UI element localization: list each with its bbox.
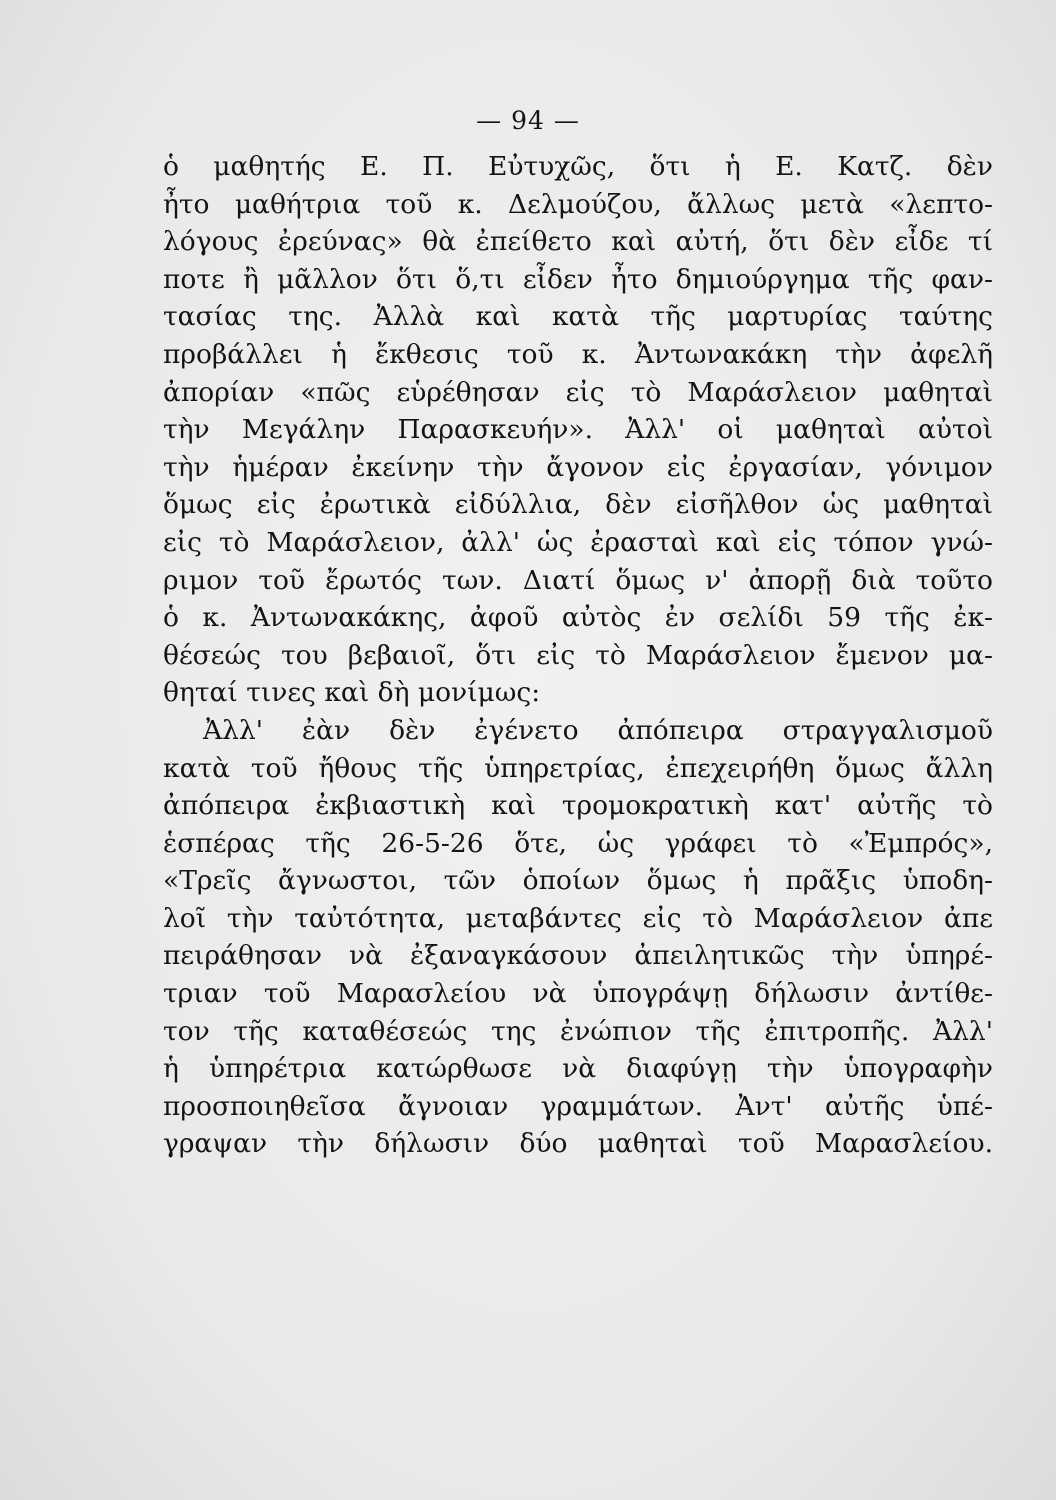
text-line: τὴν Μεγάλην Παρασκευήν». Ἀλλ' οἱ μαθηταὶ αὐτοὶ <box>163 414 993 446</box>
text-line: ἀπορίαν «πῶς εὑρέθησαν εἰς τὸ Μαράσλειον μαθηταὶ <box>163 376 993 408</box>
text-line: «Τρεῖς ἄγνωστοι, τῶν ὁποίων ὅμως ἡ πρᾶξις ὑποδη- <box>163 865 993 897</box>
body-text <box>163 148 993 1163</box>
text-line: ὁ κ. Ἀντωνακάκης, ἀφοῦ αὐτὸς ἐν σελίδι 59 τῆς ἐκ- <box>163 602 993 634</box>
paragraph-start-line: Ἀλλ' ἐὰν δὲν ἐγένετο ἀπόπειρα στραγγαλισμοῦ <box>203 714 993 746</box>
text-line: ὁ μαθητής Ε. Π. Εὐτυχῶς, ὅτι ἡ Ε. Κατζ. δὲν <box>163 151 993 182</box>
text-line: τασίας της. Ἀλλὰ καὶ κατὰ τῆς μαρτυρίας ταύτης <box>163 301 993 333</box>
text-line: ἦτο μαθήτρια τοῦ κ. Δελμούζου, ἄλλως μετὰ «λεπτο- <box>163 188 993 220</box>
text-line: γραψαν τὴν δήλωσιν δύο μαθηταὶ τοῦ Μαρασλείου. <box>163 1128 993 1160</box>
text-line: κατὰ τοῦ ἤθους τῆς ὑπηρετρίας, ἐπεχειρήθη ὅμως ἄλλη <box>163 752 993 784</box>
text-line: προσποιηθεῖσα ἄγνοιαν γραμμάτων. Ἀντ' αὐτῆς ὑπέ- <box>163 1090 993 1122</box>
text-line: ριμον τοῦ ἔρωτός των. Διατί ὅμως ν' ἀπορῇ διὰ τοῦτο <box>163 564 993 596</box>
paragraph-end-line: θηταί τινες καὶ δὴ μονίμως: <box>163 677 541 709</box>
text-line: ἡ ὑπηρέτρια κατώρθωσε νὰ διαφύγῃ τὴν ὑπογραφὴν <box>163 1053 993 1085</box>
text-line: πειράθησαν νὰ ἐξαναγκάσουν ἀπειλητικῶς τὴν ὑπηρέ- <box>163 940 993 972</box>
page-number: — 94 — <box>476 106 580 135</box>
text-line: θέσεώς του βεβαιοῖ, ὅτι εἰς τὸ Μαράσλειον ἔμενον μα- <box>163 639 993 671</box>
text-line: ὅμως εἰς ἐρωτικὰ εἰδύλλια, δὲν εἰσῆλθον ὡς μαθηταὶ <box>163 489 993 521</box>
text-line: λοῖ τὴν ταὐτότητα, μεταβάντες εἰς τὸ Μαράσλειον ἀπε <box>163 902 993 934</box>
text-line: προβάλλει ἡ ἔκθεσις τοῦ κ. Ἀντωνακάκη τὴν ἀφελῆ <box>163 338 993 370</box>
text-line: λόγους ἐρεύνας» θὰ ἐπείθετο καὶ αὐτή, ὅτι δὲν εἶδε τί <box>163 226 993 258</box>
text-line: ἀπόπειρα ἐκβιαστικὴ καὶ τρομοκρατικὴ κατ' αὐτῆς τὸ <box>163 790 993 822</box>
text-line: ἑσπέρας τῆς 26-5-26 ὅτε, ὡς γράφει τὸ «Ἐμπρός», <box>163 827 993 859</box>
text-line: εἰς τὸ Μαράσλειον, ἀλλ' ὡς ἐρασταὶ καὶ εἰς τόπον γνώ- <box>163 526 993 558</box>
text-line: τὴν ἡμέραν ἐκείνην τὴν ἄγονον εἰς ἐργασίαν, γόνιμον <box>163 451 993 483</box>
text-line: ποτε ἢ μᾶλλον ὅτι ὅ,τι εἶδεν ἦτο δημιούργημα τῆς φαν- <box>163 263 993 295</box>
text-line: τον τῆς καταθέσεώς της ἐνώπιον τῆς ἐπιτροπῆς. Ἀλλ' <box>163 1015 993 1047</box>
text-line: τριαν τοῦ Μαρασλείου νὰ ὑπογράψῃ δήλωσιν ἀντίθε- <box>163 978 993 1010</box>
